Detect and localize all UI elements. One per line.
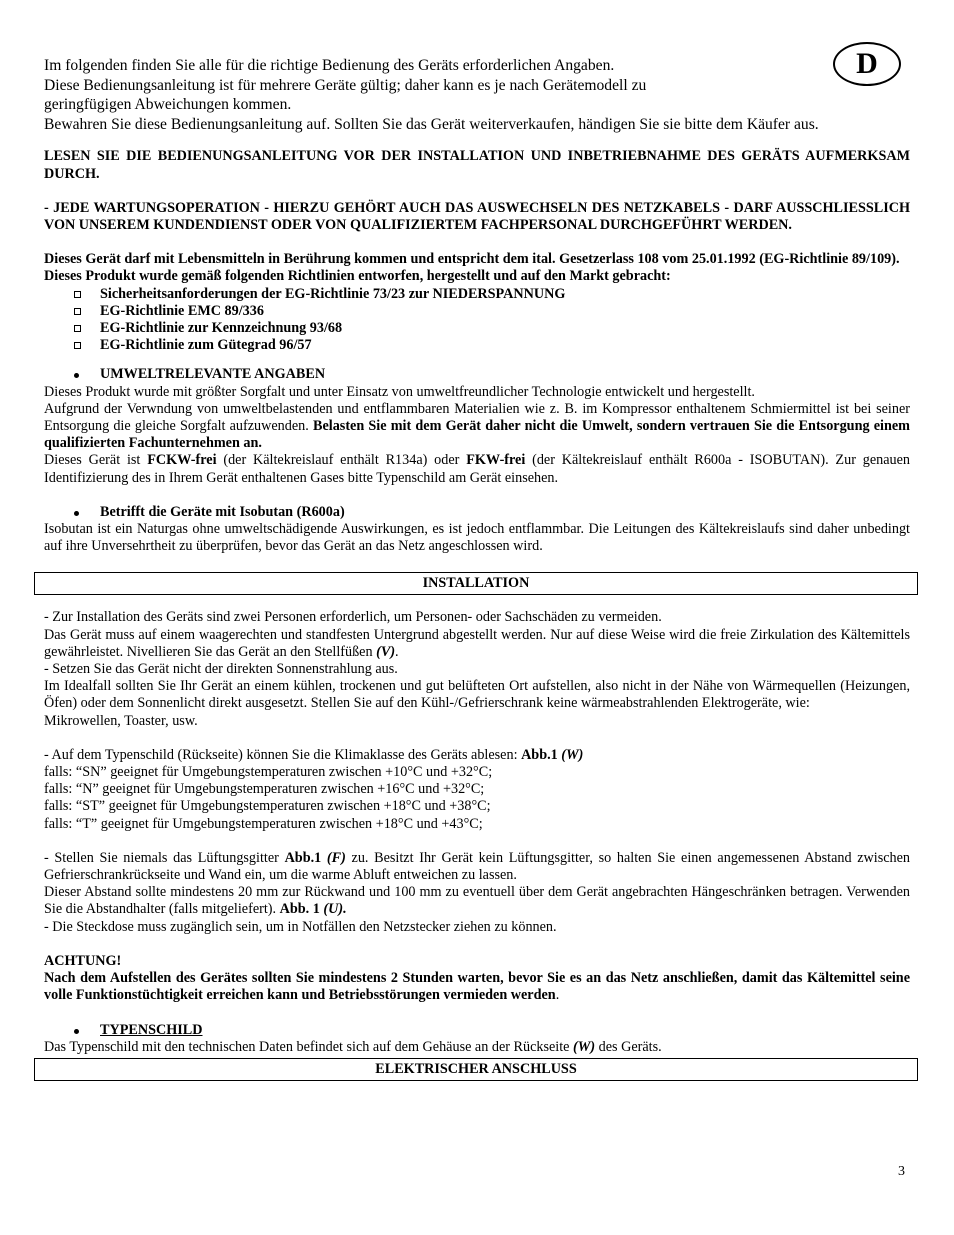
environment-p3: Dieses Gerät ist FCKW-frei (der Kältekreislauf enthält R134a) oder FKW-frei (der Kältekreislauf enthält R600a - ISOBUTAN). Zur genauen Identifizierung des in Ihrem Gerät enthaltenen Gases bitte Typenschild am Gerät einsehen.	[44, 452, 910, 486]
climate-class-intro: - Auf dem Typenschild (Rückseite) können Sie die Klimaklasse des Geräts ablesen: Abb.1 (W)	[44, 746, 584, 763]
directive-item: EG-Richtlinie zur Kennzeichnung 93/68	[44, 320, 910, 337]
bullet-dot-icon	[74, 511, 79, 516]
warning-maintenance: - JEDE WARTUNGSOPERATION - HIERZU GEHÖRT AUCH DAS AUSWECHSELN DES NETZKABELS - DARF AUSSCHLIESSLICH VON UNSEREM KUNDENDIENST ODER VON QUALIFIZIERTEM FACHPERSONAL DURCHGEFÜHRT WERDEN.	[44, 199, 910, 233]
installation-location: Im Idealfall sollten Sie Ihr Gerät an einem kühlen, trockenen und gut belüfteten Ort aufstellen, also nicht in der Nähe von Wärmequellen (Heizungen, Öfen) oder dem Sonnenlicht direkt ausgesetzt. Stellen Sie auf den Kühl-/Gefrierschrank keine wärmeabstrahlenden Elektrogeräte, wie:	[44, 678, 910, 712]
compliance-food-contact: Dieses Gerät darf mit Lebensmitteln in Berührung kommen und entspricht dem ital. Gesetzerlass 108 vom 25.01.1992 (EG-Richtlinie 89/109).	[44, 251, 900, 268]
directive-item: EG-Richtlinie EMC 89/336	[44, 303, 910, 320]
compliance-directives-intro: Dieses Produkt wurde gemäß folgenden Richtlinien entworfen, hergestellt und auf den Markt gebracht:	[44, 268, 671, 285]
intro-line-1: Im folgenden finden Sie alle für die richtige Bedienung des Geräts erforderlichen Angaben.	[44, 57, 615, 74]
warning-read-manual: LESEN SIE DIE BEDIENUNGSANLEITUNG VOR DER INSTALLATION UND INBETRIEBNAHME DES GERÄTS AUFMERKSAM DURCH.	[44, 148, 910, 182]
climate-class-sn: falls: “SN” geeignet für Umgebungstemperaturen zwischen +10°C und +32°C;	[44, 764, 493, 781]
type-plate-heading: TYPENSCHILD	[44, 1022, 910, 1039]
installation-sunlight: - Setzen Sie das Gerät nicht der direkten Sonnenstrahlung aus.	[44, 661, 398, 678]
checkbox-bullet-icon	[74, 308, 81, 315]
bullet-dot-icon	[74, 373, 79, 378]
climate-class-st: falls: “ST” geeignet für Umgebungstemperaturen zwischen +18°C und +38°C;	[44, 798, 491, 815]
installation-appliances: Mikrowellen, Toaster, usw.	[44, 712, 198, 729]
installation-section-header: INSTALLATION	[34, 572, 918, 595]
environment-heading: UMWELTRELEVANTE ANGABEN	[44, 366, 910, 383]
checkbox-bullet-icon	[74, 342, 81, 349]
type-plate-text: Das Typenschild mit den technischen Daten befindet sich auf dem Gehäuse an der Rückseite (W) des Geräts.	[44, 1038, 662, 1055]
bullet-dot-icon	[74, 1029, 79, 1034]
directive-item: Sicherheitsanforderungen der EG-Richtlinie 73/23 zur NIEDERSPANNUNG	[44, 286, 910, 303]
electrical-section-header: ELEKTRISCHER ANSCHLUSS	[34, 1058, 918, 1081]
environment-p1: Dieses Produkt wurde mit größter Sorgfalt und unter Einsatz von umweltfreundlicher Technologie entwickelt und hergestellt.	[44, 383, 755, 400]
intro-section	[44, 56, 910, 134]
ventilation-grille: - Stellen Sie niemals das Lüftungsgitter Abb.1 (F) zu. Besitzt Ihr Gerät kein Lüftungsgitter, so halten Sie einen angemessenen Abstand zwischen Gefrierschrankrückseite und Wand ein, um die warme Abluft entweichen zu lassen.	[44, 849, 911, 884]
directive-list	[44, 286, 910, 355]
attention-title: ACHTUNG!	[44, 952, 122, 969]
wall-distance: Dieser Abstand sollte mindestens 20 mm zur Rückwand und 100 mm zu eventuell über dem Gerät angebrachten Hängeschränken betragen. Verwenden Sie die Abstandhalter (falls mitgeliefert). Abb. 1 (U).	[44, 884, 910, 918]
attention-text: Nach dem Aufstellen des Gerätes sollten Sie mindestens 2 Stunden warten, bevor Sie es an das Netz anschließen, damit das Kältemittel seine volle Funktionstüchtigkeit erreichen kann und Betriebsstörungen vermieden werden.	[44, 970, 910, 1004]
climate-class-t: falls: “T” geeignet für Umgebungstemperaturen zwischen +18°C und +43°C;	[44, 815, 483, 832]
installation-two-persons: - Zur Installation des Geräts sind zwei Personen erforderlich, um Personen- oder Sachschäden zu vermeiden.	[44, 609, 662, 626]
installation-level-surface: Das Gerät muss auf einem waagerechten und standfesten Untergrund abgestellt werden. Nur auf diese Weise wird die freie Zirkulation des Kältemittels gewährleistet. Nivellieren Sie das Gerät an den Stellfüßen (V).	[44, 626, 910, 660]
climate-class-n: falls: “N” geeignet für Umgebungstemperaturen zwischen +16°C und +32°C;	[44, 781, 485, 798]
language-badge: D	[833, 42, 901, 86]
checkbox-bullet-icon	[74, 325, 81, 332]
isobutan-text: Isobutan ist ein Naturgas ohne umweltschädigende Auswirkungen, es ist jedoch entflammbar. Die Leitungen des Kältekreislaufs sind daher unbedingt auf ihre Unversehrtheit zu überprüfen, bevor das Gerät an das Netz angeschlossen wird.	[44, 521, 910, 555]
intro-line-2: Diese Bedienungsanleitung ist für mehrere Geräte gültig; daher kann es je nach Gerätemodell zu geringfügigen Abweichungen kommen.	[44, 76, 647, 114]
socket-access: - Die Steckdose muss zugänglich sein, um in Notfällen den Netzstecker ziehen zu können.	[44, 918, 557, 935]
intro-line-3: Bewahren Sie diese Bedienungsanleitung auf. Sollten Sie das Gerät weiterverkaufen, händigen Sie sie bitte dem Käufer aus.	[44, 115, 819, 133]
checkbox-bullet-icon	[74, 291, 81, 298]
environment-p2: Aufgrund der Verwndung von umweltbelastenden und entflammbaren Materialien wie z. B. im Kompressor enthaltenem Schmiermittel ist bei seiner Entsorgung die gleiche Sorgfalt aufzuwenden. Belasten Sie mit dem Gerät daher nicht die Umwelt, sondern vertrauen Sie die Entsorgung einem qualifizierten Fachunternehmen an.	[44, 400, 910, 452]
directive-item: EG-Richtlinie zum Gütegrad 96/57	[44, 337, 910, 354]
document-body	[44, 56, 910, 1081]
isobutan-heading: Betrifft die Geräte mit Isobutan (R600a)	[44, 504, 910, 521]
page-number: 3	[898, 1164, 905, 1179]
